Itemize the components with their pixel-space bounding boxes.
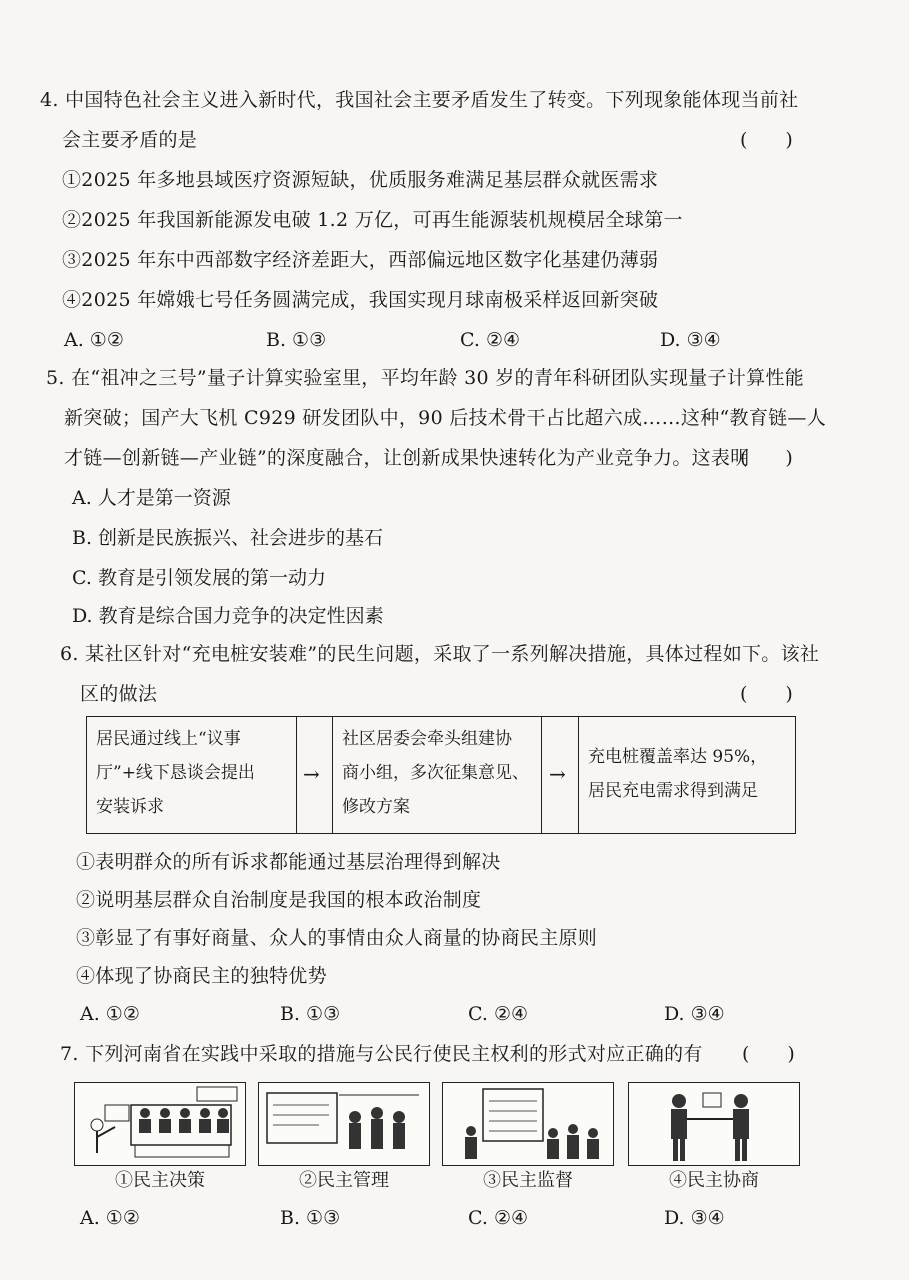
q6-stem-line2: 区的做法 [80,683,158,705]
q5-option-d: D. 教育是综合国力竞争的决定性因素 [72,605,384,627]
flowchart-divider-3 [541,716,542,834]
q5-option-b: B. 创新是民族振兴、社会进步的基石 [72,527,384,549]
flow-step-2 [342,722,529,824]
q7-option-a: A. ①② [80,1207,140,1229]
picture-democratic-decision [74,1082,246,1166]
q4-option-a: A. ①② [64,329,124,351]
q4-option-d: D. ③④ [660,329,721,351]
flow-step-1-line1: 居民通过线上“议事 [96,729,241,749]
picture-democratic-consultation [628,1082,800,1166]
q5-option-c: C. 教育是引领发展的第一动力 [72,567,326,589]
q6-item-3: ③彰显了有事好商量、众人的事情由众人商量的协商民主原则 [76,927,598,949]
flow-step-1-line3: 安装诉求 [96,797,164,817]
q4-item-3: ③2025 年东中西部数字经济差距大，西部偏远地区数字化基建仍薄弱 [62,249,659,271]
flowchart-divider-2 [332,716,333,834]
meeting-illustration [75,1083,245,1165]
q6-stem-line1: 6. 某社区针对“充电桩安装难”的民生问题，采取了一系列解决措施，具体过程如下。该社 [60,643,820,665]
q4-stem-line1: 4. 中国特色社会主义进入新时代，我国社会主要矛盾发生了转变。下列现象能体现当前社 [40,89,799,111]
flow-arrow-2: → [549,762,566,786]
q6-option-d: D. ③④ [664,1003,725,1025]
flowchart-divider-4 [578,716,579,834]
q4-stem-line2: 会主要矛盾的是 [62,129,198,151]
q4-option-b: B. ①③ [266,329,327,351]
bulletin-illustration [443,1083,613,1165]
q4-item-4: ④2025 年嫦娥七号任务圆满完成，我国实现月球南极采样返回新突破 [62,289,659,311]
flow-step-2-line1: 社区居委会牵头组建协 [342,729,512,749]
q6-item-1: ①表明群众的所有诉求都能通过基层治理得到解决 [76,851,501,873]
q5-stem-line3: 才链—创新链—产业链”的深度融合，让创新成果快速转化为产业竞争力。这表明 [64,447,750,469]
q4-answer-bracket: ( ) [740,129,793,151]
q6-item-2: ②说明基层群众自治制度是我国的根本政治制度 [76,889,482,911]
flow-step-2-line3: 修改方案 [342,797,410,817]
q6-option-c: C. ②④ [468,1003,529,1025]
q5-stem-line1: 5. 在“祖冲之三号”量子计算实验室里，平均年龄 30 岁的青年科研团队实现量子计算性能 [46,367,805,389]
q6-item-4: ④体现了协商民主的独特优势 [76,965,327,987]
q5-stem-line2: 新突破；国产大飞机 C929 研发团队中，90 后技术骨干占比超六成……这种“教育链—人 [64,407,827,429]
caption-3: ③民主监督 [483,1170,573,1191]
handshake-illustration [629,1083,799,1165]
q5-answer-bracket: ( ) [740,447,793,469]
q6-option-a: A. ①② [80,1003,140,1025]
flow-step-1 [96,722,255,824]
caption-2: ②民主管理 [299,1170,389,1191]
flow-step-3-line1: 充电桩覆盖率达 95%， [588,747,768,767]
q4-item-2: ②2025 年我国新能源发电破 1.2 万亿，可再生能源装机规模居全球第一 [62,209,683,231]
q4-item-1: ①2025 年多地县域医疗资源短缺，优质服务难满足基层群众就医需求 [62,169,659,191]
q6-option-b: B. ①③ [280,1003,341,1025]
q7-option-d: D. ③④ [664,1207,725,1229]
flow-step-1-line2: 厅”+线下恳谈会提出 [96,763,255,783]
caption-1: ①民主决策 [115,1170,205,1191]
picture-democratic-management [258,1082,430,1166]
caption-4: ④民主协商 [669,1170,759,1191]
flow-step-2-line2: 商小组，多次征集意见、 [342,763,529,783]
q7-stem: 7. 下列河南省在实践中采取的措施与公民行使民主权利的形式对应正确的有 [60,1043,703,1065]
q7-answer-bracket: ( ) [742,1043,795,1065]
flow-step-3-line2: 居民充电需求得到满足 [588,781,758,801]
q4-option-c: C. ②④ [460,329,521,351]
q5-option-a: A. 人才是第一资源 [72,487,231,509]
q7-option-c: C. ②④ [468,1207,529,1229]
q6-answer-bracket: ( ) [740,683,793,705]
flowchart-divider-1 [296,716,297,834]
picture-democratic-supervision [442,1082,614,1166]
flow-arrow-1: → [303,762,320,786]
notice-board-illustration [259,1083,429,1165]
q7-option-b: B. ①③ [280,1207,341,1229]
flow-step-3 [588,740,767,808]
